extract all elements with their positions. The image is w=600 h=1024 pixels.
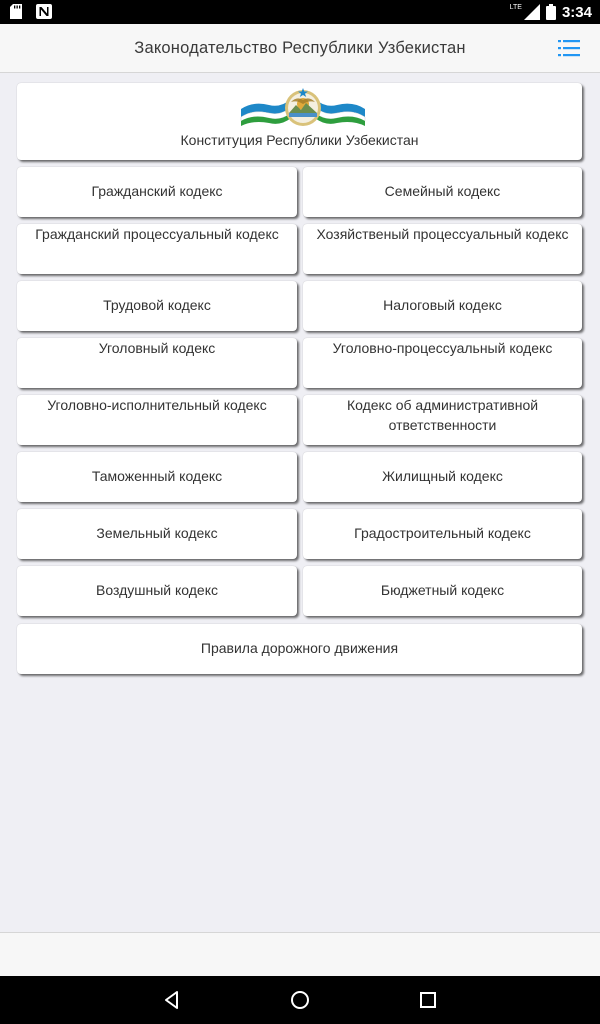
constitution-button[interactable]: [17, 83, 582, 160]
n-notification-icon: [36, 4, 52, 19]
traffic-rules-label: Правила дорожного движения: [200, 640, 399, 656]
code-button-label: Таможенный кодекс: [91, 468, 223, 484]
recents-icon[interactable]: [416, 988, 440, 1012]
code-button-label: Бюджетный кодекс: [380, 582, 505, 598]
page-title: Законодательство Республики Узбекистан: [134, 39, 466, 57]
code-button-criminal-executive[interactable]: [17, 395, 297, 445]
code-button-land[interactable]: [17, 509, 297, 559]
code-button-administrative[interactable]: [303, 395, 582, 445]
code-button-label: Уголовно-процессуальный кодекс: [332, 340, 553, 356]
code-button-label: Земельный кодекс: [96, 525, 218, 541]
code-button-label: Трудовой кодекс: [103, 297, 211, 313]
system-nav-bar: [0, 976, 600, 1024]
list-menu-icon[interactable]: [558, 38, 580, 58]
code-button-labor[interactable]: [17, 281, 297, 331]
code-button-label: Гражданский кодекс: [91, 183, 223, 199]
code-button-budget[interactable]: [303, 566, 582, 616]
code-button-label: Воздушный кодекс: [96, 582, 218, 598]
code-button-tax[interactable]: [303, 281, 582, 331]
status-bar: [0, 0, 600, 24]
code-button-label: Налоговый кодекс: [383, 297, 502, 313]
code-button-economic-procedure[interactable]: [303, 224, 582, 274]
code-button-label: Кодекс об административной ответственности: [346, 397, 539, 433]
code-button-label: Градостроительный кодекс: [354, 525, 531, 541]
uzbekistan-emblem-icon: [239, 87, 367, 129]
constitution-label: Конституция Республики Узбекистан: [180, 132, 419, 148]
code-button-label: Уголовно-исполнительный кодекс: [47, 397, 267, 413]
traffic-rules-button[interactable]: [17, 624, 582, 674]
code-button-criminal[interactable]: [17, 338, 297, 388]
app-bar: [0, 24, 600, 73]
status-time: 3:34: [561, 3, 592, 21]
code-button-label: Семейный кодекс: [384, 183, 501, 199]
home-icon[interactable]: [288, 988, 312, 1012]
network-type: LTE: [509, 3, 522, 11]
code-button-label: Хозяйственый процессуальный кодекс: [316, 226, 569, 242]
back-icon[interactable]: [160, 988, 184, 1012]
code-button-air[interactable]: [17, 566, 297, 616]
code-button-housing[interactable]: [303, 452, 582, 502]
bottom-bar: [0, 932, 600, 977]
signal-icon: [524, 4, 540, 20]
code-button-civil[interactable]: [17, 167, 297, 217]
code-button-criminal-procedure[interactable]: [303, 338, 582, 388]
code-button-label: Уголовный кодекс: [98, 340, 216, 356]
code-button-civil-procedure[interactable]: [17, 224, 297, 274]
code-button-customs[interactable]: [17, 452, 297, 502]
code-button-label: Жилищный кодекс: [382, 468, 503, 484]
code-button-family[interactable]: [303, 167, 582, 217]
code-button-urban-planning[interactable]: [303, 509, 582, 559]
battery-icon: [546, 4, 556, 20]
code-button-label: Гражданский процессуальный кодекс: [35, 226, 279, 242]
sd-card-icon: [10, 4, 22, 19]
main-content: [0, 73, 600, 931]
